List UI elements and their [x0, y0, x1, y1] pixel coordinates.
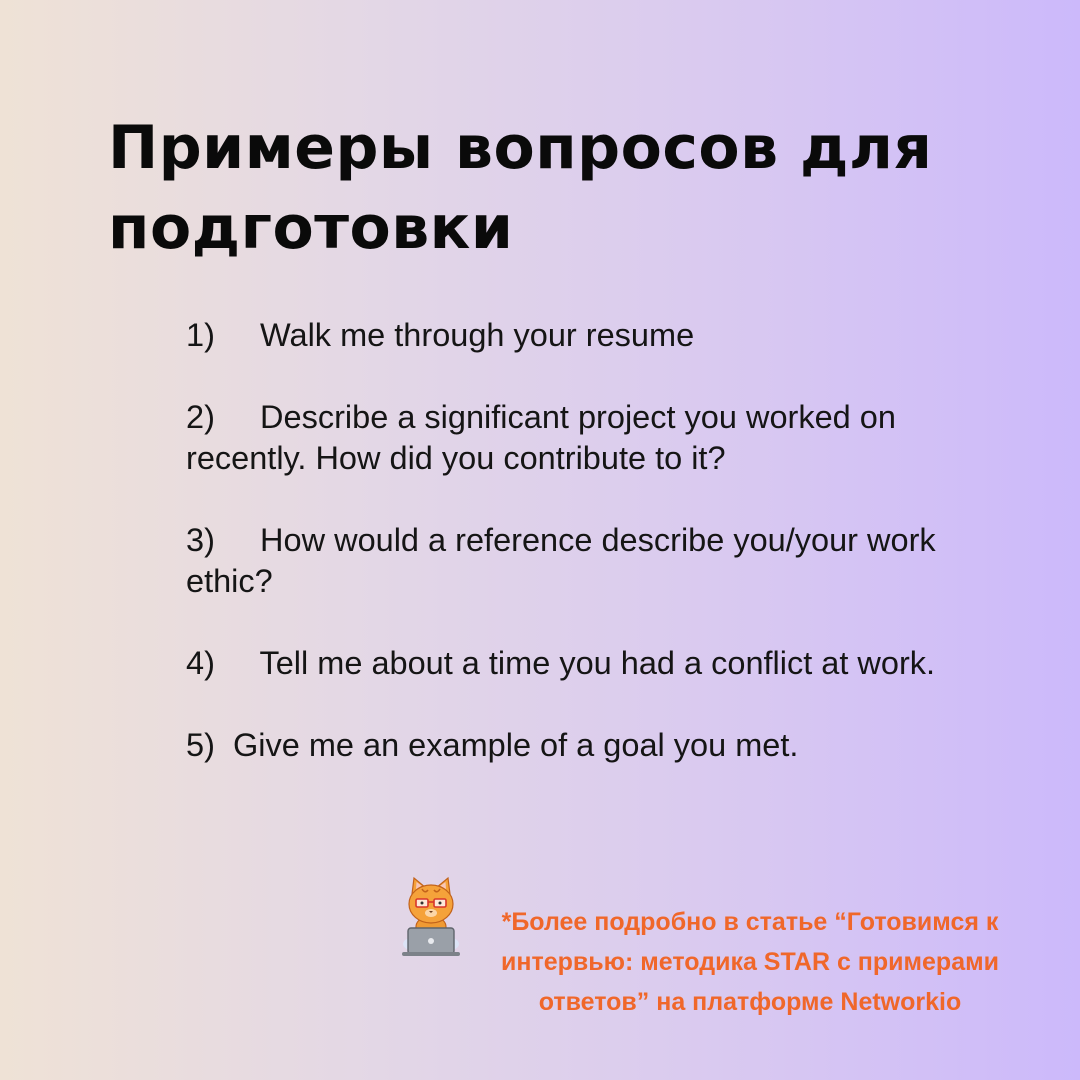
cat-with-laptop-icon [398, 876, 464, 960]
question-number: 4) [186, 645, 260, 681]
question-number: 1) [186, 317, 261, 353]
question-text: Describe a significant project you worked on recently. How did you contribute to it? [186, 399, 896, 476]
list-item [186, 315, 966, 356]
questions-list [186, 315, 966, 766]
list-item [186, 643, 966, 684]
question-number: 3) [186, 522, 261, 558]
footnote-link[interactable]: *Более подробно в статье “Готовимся к интервью: методика STAR с примерами ответов” на платформе Networkio [501, 908, 999, 1016]
question-text: Tell me about a time you had a conflict at work. [259, 645, 936, 681]
question-text: How would a reference describe you/your work ethic? [186, 522, 936, 599]
list-item [186, 397, 966, 479]
list-item [186, 520, 966, 602]
question-number: 5) [186, 727, 233, 763]
list-item [186, 725, 966, 766]
question-text: Give me an example of a goal you met. [232, 727, 799, 763]
question-number: 2) [186, 399, 261, 435]
question-text: Walk me through your resume [260, 317, 695, 353]
page-title: Примеры вопросов для подготовки [108, 113, 933, 263]
